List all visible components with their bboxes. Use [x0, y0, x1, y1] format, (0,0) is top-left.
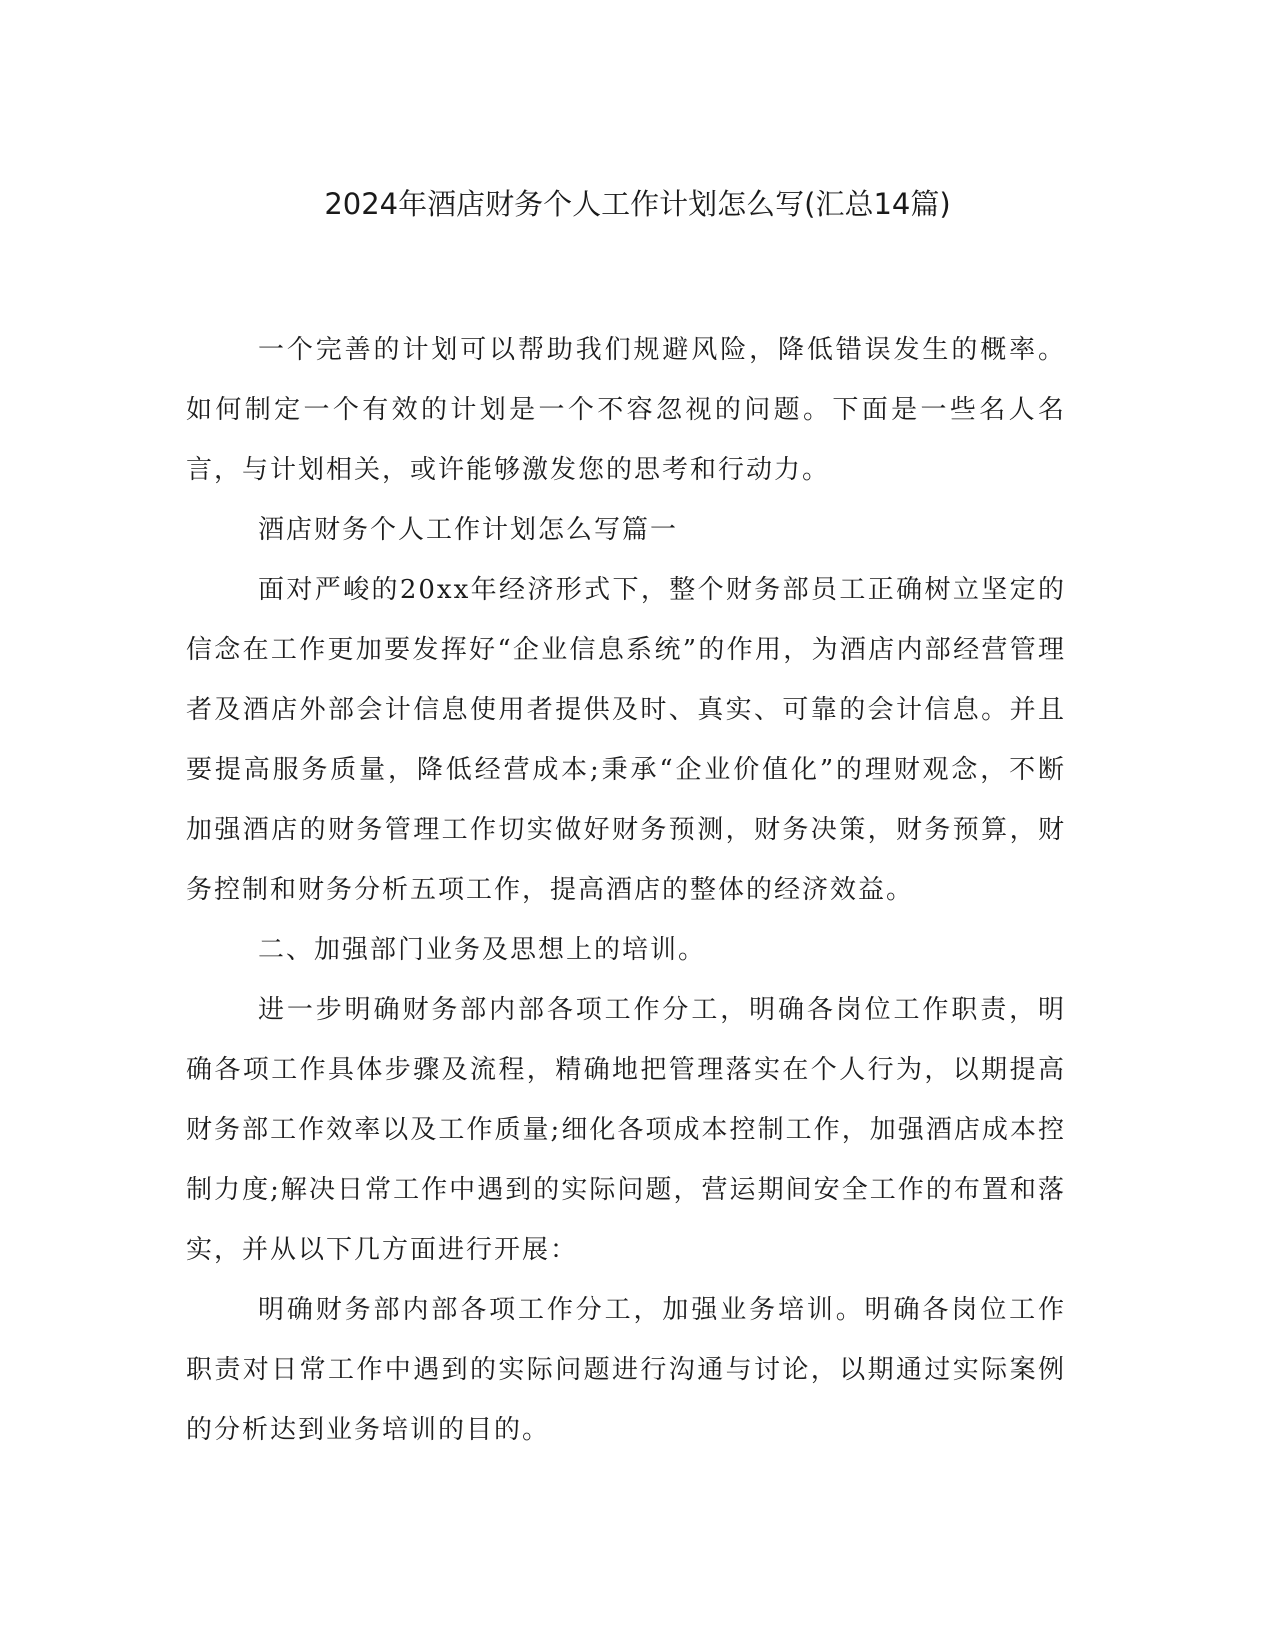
- intro-paragraph: 一个完善的计划可以帮助我们规避风险，降低错误发生的概率。如何制定一个有效的计划是一个不容忽视的问题。下面是一些名人名言，与计划相关，或许能够激发您的思考和行动力。: [186, 335, 1066, 485]
- document-title: 2024年酒店财务个人工作计划怎么写(汇总14篇): [324, 187, 951, 221]
- body-paragraph: 明确财务部内部各项工作分工，加强业务培训。明确各岗位工作职责对日常工作中遇到的实际问题进行沟通与讨论，以期通过实际案例的分析达到业务培训的目的。: [186, 1295, 1066, 1445]
- section-heading-training: 二、加强部门业务及思想上的培训。: [258, 935, 707, 965]
- document-body: [186, 320, 1066, 1460]
- body-paragraph: 进一步明确财务部内部各项工作分工，明确各岗位工作职责，明确各项工作具体步骤及流程，精确地把管理落实在个人行为，以期提高财务部工作效率以及工作质量;细化各项成本控制工作，加强酒店成本控制力度;解决日常工作中遇到的实际问题，营运期间安全工作的布置和落实，并从以下几方面进行开展：: [186, 995, 1066, 1265]
- section-heading-part-one: 酒店财务个人工作计划怎么写篇一: [258, 515, 679, 545]
- body-paragraph: 面对严峻的20xx年经济形式下，整个财务部员工正确树立坚定的信念在工作更加要发挥好“企业信息系统”的作用，为酒店内部经营管理者及酒店外部会计信息使用者提供及时、真实、可靠的会计信息。并且要提高服务质量，降低经营成本;秉承“企业价值化”的理财观念，不断加强酒店的财务管理工作切实做好财务预测，财务决策，财务预算，财务控制和财务分析五项工作，提高酒店的整体的经济效益。: [186, 575, 1066, 905]
